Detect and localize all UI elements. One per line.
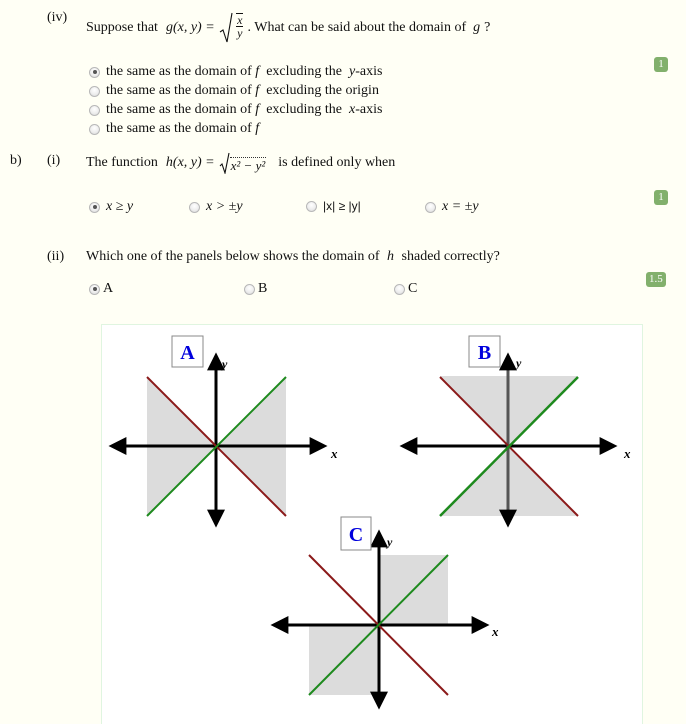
question-number-iv: (iv) (47, 10, 68, 25)
option-b-i-3[interactable]: |x| ≥ |y| (306, 199, 361, 213)
score-badge-iv: 1 (654, 57, 668, 72)
option-iv-3[interactable]: the same as the domain of f excluding the x-axis (89, 102, 382, 118)
panel-label-B: B (477, 342, 492, 364)
panel-B (403, 336, 631, 524)
function-h: h(x, y) = (165, 155, 215, 170)
svg-text:x: x (492, 624, 499, 639)
svg-text:y: y (387, 535, 393, 549)
panel-C (274, 517, 499, 706)
score-badge-b-ii: 1.5 (646, 272, 666, 287)
function-g: g(x, y) = (165, 20, 215, 35)
panel-A (112, 336, 338, 524)
sqrt-expression: x² − y² (219, 152, 267, 174)
option-b-i-4[interactable]: x = ±y (425, 199, 479, 215)
svg-text:y: y (516, 356, 522, 370)
svg-text:y: y (222, 357, 228, 371)
svg-text:x: x (331, 446, 338, 461)
var-g: g (473, 20, 481, 35)
option-b-ii-C[interactable]: C (394, 281, 417, 297)
option-iv-1[interactable]: the same as the domain of f excluding the y-axis (89, 64, 382, 80)
option-b-ii-B[interactable]: B (244, 281, 267, 297)
option-b-ii-A[interactable]: A (89, 281, 113, 297)
fraction-x-over-y: $\frac{x}{y}$ (237, 13, 243, 40)
question-b-i-prompt: The function h(x, y) = x² − y² is defined only when (86, 152, 395, 174)
panel-label-C: C (348, 524, 364, 546)
svg-text:x: x (624, 446, 631, 461)
question-number-b-ii: (ii) (47, 249, 65, 264)
option-iv-4[interactable]: the same as the domain of f (89, 121, 259, 137)
part-label-b: b) (10, 153, 22, 168)
prompt-text-2: . What can be said about the domain of (247, 20, 467, 35)
option-b-i-2[interactable]: x > ±y (189, 199, 243, 215)
score-badge-b-i: 1 (654, 190, 668, 205)
panel-label-A: A (180, 342, 195, 364)
question-iv-prompt: Suppose that g(x, y) = $\frac{x}{y}$ . What can be said about the domain of g ? (86, 12, 490, 44)
option-iv-2[interactable]: the same as the domain of f excluding the origin (89, 83, 379, 99)
question-b-ii-prompt: Which one of the panels below shows the domain of h shaded correctly? (86, 249, 500, 264)
option-b-i-1[interactable]: x ≥ y (89, 199, 133, 215)
question-number-b-i: (i) (47, 153, 61, 168)
prompt-text: Suppose that (86, 20, 158, 35)
